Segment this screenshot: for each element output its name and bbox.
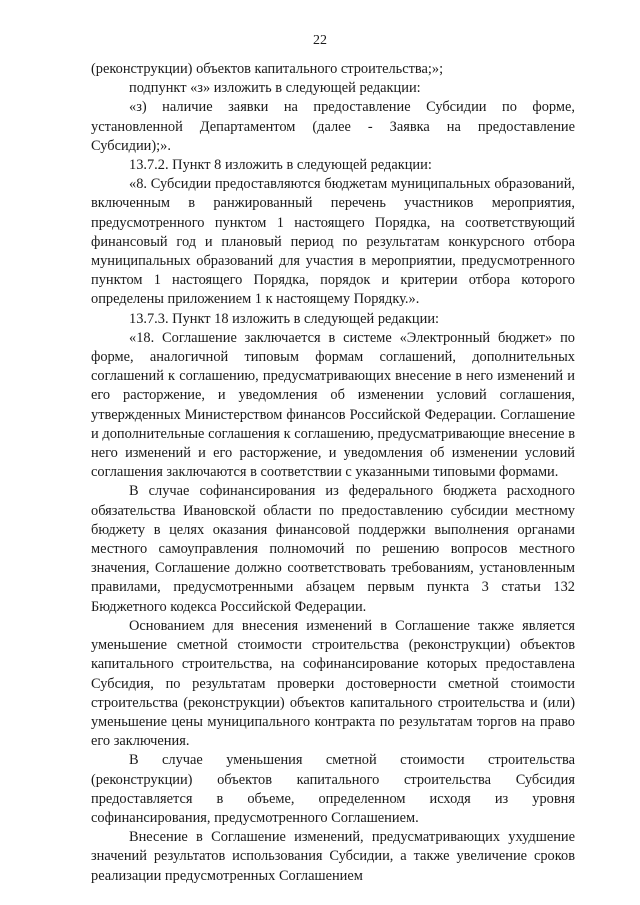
paragraph: В случае софинансирования из федерального бюджета расходного обязательства Ивановской области по предоставлению субсидии местному бюджету в целях оказания финансовой поддержки выполнения органами местного самоуправления полномочий по решению вопросов местного значения, Соглашение должно соответствовать требованиям, установленным правилами, предусмотренными абзацем первым пункта 3 статьи 132 Бюджетного кодекса Российской Федерации.: [91, 483, 575, 615]
page-number: 22: [313, 33, 327, 48]
paragraph: подпункт «з» изложить в следующей редакции:: [129, 80, 421, 97]
paragraph: В случае уменьшения сметной стоимости строительства (реконструкции) объектов капитального строительства Субсидия предоставляется в объеме, определенном исходя из уровня софинансирования, предусмотренного Соглашением.: [91, 752, 575, 826]
paragraph: 13.7.3. Пункт 18 изложить в следующей редакции:: [129, 310, 440, 327]
paragraph: «18. Соглашение заключается в системе «Электронный бюджет» по форме, аналогичной типовым формам соглашений, дополнительных соглашений к соглашению, предусматривающих внесение в него изменений и его расторжение, и уведомления об изменении условий соглашения, утвержденных Министерством финансов Российской Федерации. Соглашение и дополнительные соглашения к соглашению, предусматривающие внесение в него изменений и его расторжение, и уведомления об изменении условий соглашения заключаются в соответствии с указанными типовыми формами.: [91, 329, 575, 481]
paragraph: Внесение в Соглашение изменений, предусматривающих ухудшение значений результатов использования Субсидии, а также увеличение сроков реализации предусмотренных Соглашением: [91, 829, 575, 884]
paragraph: (реконструкции) объектов капитального строительства;»;: [91, 61, 444, 77]
paragraph: «з) наличие заявки на предоставление Субсидии по форме, установленной Департаментом (далее - Заявка на предоставление Субсидии);».: [91, 99, 575, 154]
paragraph: Основанием для внесения изменений в Соглашение также является уменьшение сметной стоимости строительства (реконструкции) объектов капитального строительства, на софинансирование которых предоставлена Субсидия, по результатам проверки достоверности сметной стоимости строительства (реконструкции) объектов капитального строительства и (или) уменьшение цены муниципального контракта по результатам торгов на право его заключения.: [91, 617, 575, 750]
paragraph: 13.7.2. Пункт 8 изложить в следующей редакции:: [129, 157, 432, 174]
document-body: [91, 60, 575, 886]
paragraph: «8. Субсидии предоставляются бюджетам муниципальных образований, включенным в ранжированный перечень участников мероприятия, предусмотренного пунктом 1 настоящего Порядка, на соответствующий финансовый год и плановый период по результатам конкурсного отбора муниципальных образований для участия в мероприятии, предусмотренного пунктом 1 настоящего Порядка, порядок и критерии отбора которого определены приложением 1 к настоящему Порядку.».: [91, 176, 575, 308]
